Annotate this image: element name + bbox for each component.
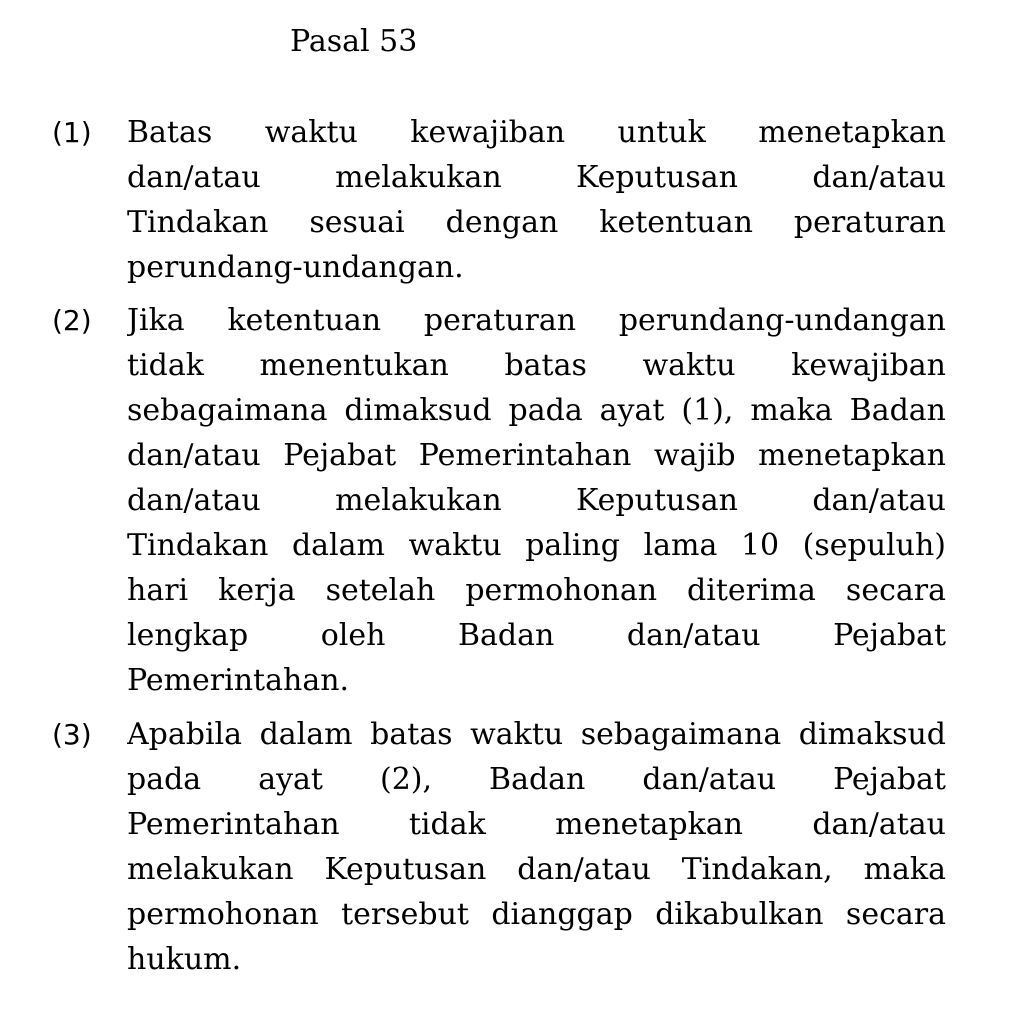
text-line: Jika ketentuan peraturan perundang-undangan [127,303,946,338]
clause-number: (3) [52,718,92,751]
text-line: Apabila dalam batas waktu sebagaimana dimaksud [127,717,946,752]
text-line: Pemerintahan. [127,663,350,698]
text-line: dan/atau melakukan Keputusan dan/atau [127,483,946,518]
text-line: hari kerja setelah permohonan diterima secara [127,573,946,608]
text-line: lengkap oleh Badan dan/atau Pejabat [127,618,946,653]
text-line: dan/atau Pejabat Pemerintahan wajib menetapkan [127,438,946,473]
text-line: melakukan Keputusan dan/atau Tindakan, maka [127,852,946,887]
text-line: Tindakan sesuai dengan ketentuan peraturan [127,205,946,240]
text-line: tidak menentukan batas waktu kewajiban [127,348,946,383]
text-line: Batas waktu kewajiban untuk menetapkan [127,115,946,150]
clause-number: (1) [52,116,92,149]
text-line: perundang-undangan. [127,250,464,285]
clause-text [127,298,946,703]
text-line: sebagaimana dimaksud pada ayat (1), maka Badan [127,393,946,428]
article-title: Pasal 53 [290,24,418,59]
clause-text [127,110,946,290]
text-line: Pemerintahan tidak menetapkan dan/atau [127,807,946,842]
text-line: Tindakan dalam waktu paling lama 10 (sepuluh) [127,528,946,563]
text-line: permohonan tersebut dianggap dikabulkan secara [127,897,946,932]
text-line: dan/atau melakukan Keputusan dan/atau [127,160,946,195]
clause-number: (2) [52,304,92,337]
text-line: hukum. [127,942,242,977]
text-line: pada ayat (2), Badan dan/atau Pejabat [127,762,946,797]
clause-text [127,712,946,982]
